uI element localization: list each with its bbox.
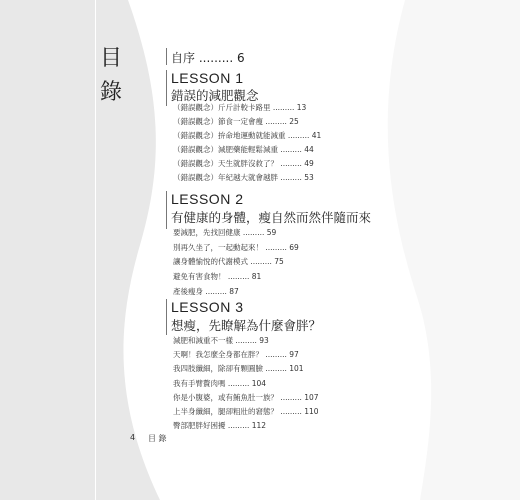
list-item[interactable]: 臀部肥胖好困擾 ......... 112 xyxy=(173,421,267,430)
preface-entry[interactable]: 自序 ......... 6 xyxy=(171,51,245,65)
page-title-char-1: 目 xyxy=(100,46,123,71)
lesson-3-subtitle: 想瘦，先瞭解為什麼會胖？ xyxy=(171,318,322,333)
left-shade-band xyxy=(0,0,160,500)
lesson-3-rule xyxy=(166,299,167,335)
list-item[interactable]: 讓身體愉悅的代謝模式 ......... 75 xyxy=(173,257,284,266)
list-item[interactable]: （錯誤觀念）年紀越大就會越胖 ......... 53 xyxy=(173,173,314,182)
footer-label: 目 錄 xyxy=(148,434,167,443)
list-item[interactable]: 減肥和減重不一樣 ......... 93 xyxy=(173,336,269,345)
list-item[interactable]: （錯誤觀念）減肥藥能輕鬆減重 ......... 44 xyxy=(173,145,314,154)
list-item[interactable]: 上半身纖細，腿卻粗壯的窘態？ ......... 110 xyxy=(173,407,319,416)
list-item[interactable]: （錯誤觀念）拚命地運動就能減重 ......... 41 xyxy=(173,131,322,140)
right-shade-edge xyxy=(388,0,520,500)
lesson-2-title: LESSON 2 xyxy=(171,191,244,207)
preface-rule xyxy=(166,48,167,65)
list-item[interactable]: 要減肥，先找回健康 ......... 59 xyxy=(173,228,277,237)
list-item[interactable]: （錯誤觀念）節食一定會瘦 ......... 25 xyxy=(173,117,299,126)
footer-page-number: 4 xyxy=(130,433,136,442)
lesson-1-rule xyxy=(166,70,167,106)
lesson-3-title: LESSON 3 xyxy=(171,299,244,315)
list-item[interactable]: （錯誤觀念）天生就胖沒救了？ ......... 49 xyxy=(173,159,314,168)
list-item[interactable]: 我四肢纖細，除卻有顆圓臉 ......... 101 xyxy=(173,364,304,373)
list-item[interactable]: 你是小腹婆，或有鮪魚肚一族？ ......... 107 xyxy=(173,393,319,402)
list-item[interactable]: 避免有害食物！ ......... 81 xyxy=(173,272,262,281)
list-item[interactable]: 別再久坐了，一起動起來！ ......... 69 xyxy=(173,243,299,252)
lesson-2-rule xyxy=(166,191,167,229)
list-item[interactable]: （錯誤觀念）斤斤計較卡路里 ......... 13 xyxy=(173,103,307,112)
lesson-1-subtitle: 錯誤的減肥觀念 xyxy=(171,88,259,103)
list-item[interactable]: 產後瘦身 ......... 87 xyxy=(173,287,239,296)
lesson-1-title: LESSON 1 xyxy=(171,70,244,86)
list-item[interactable]: 我有手臂贅肉嗎 ......... 104 xyxy=(173,379,267,388)
page-title-char-2: 錄 xyxy=(100,80,123,105)
lesson-2-subtitle: 有健康的身體，瘦自然而然伴隨而來 xyxy=(171,210,372,225)
list-item[interactable]: 天啊！我怎麼全身都在胖？ ......... 97 xyxy=(173,350,299,359)
